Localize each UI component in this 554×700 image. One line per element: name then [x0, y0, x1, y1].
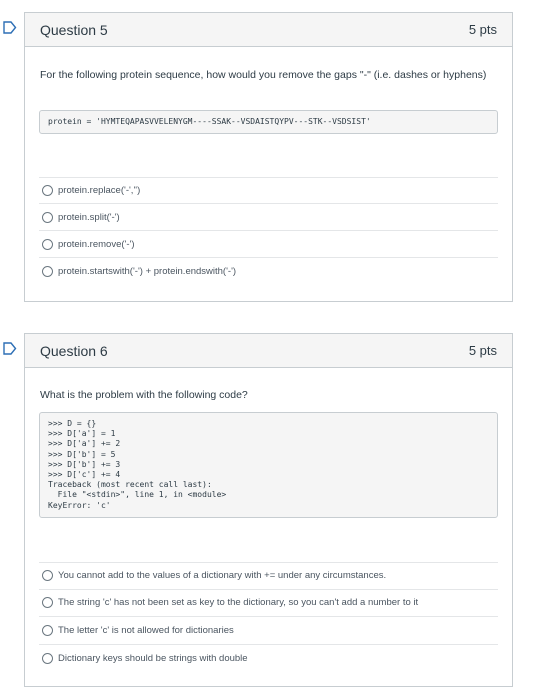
- answer-list: [39, 562, 498, 672]
- answer-label: protein.startswith('-') + protein.endswith('-'): [58, 266, 237, 277]
- answer-label: protein.split('-'): [58, 211, 120, 223]
- question-title: Question 5: [40, 22, 108, 38]
- answer-label: The letter 'c' is not allowed for dictionaries: [58, 624, 234, 636]
- radio-button[interactable]: [42, 625, 53, 636]
- question-title: Question 6: [40, 343, 108, 359]
- answer-option[interactable]: [39, 231, 498, 258]
- answer-option[interactable]: [39, 617, 498, 645]
- answer-option[interactable]: [39, 590, 498, 618]
- question-card-6: [24, 333, 513, 687]
- answer-label: protein.replace('-',''): [58, 185, 141, 196]
- question-card-5: [24, 12, 513, 302]
- answer-list: [39, 177, 498, 285]
- radio-button[interactable]: [42, 239, 53, 250]
- question-points: 5 pts: [468, 22, 497, 37]
- flag-question-icon[interactable]: [3, 342, 17, 355]
- radio-button[interactable]: [42, 570, 53, 581]
- radio-button[interactable]: [42, 597, 53, 608]
- flag-question-icon[interactable]: [3, 21, 17, 34]
- radio-button[interactable]: [42, 185, 53, 196]
- question-text: For the following protein sequence, how would you remove the gaps "-" (i.e. dashes or hyphens): [40, 69, 487, 81]
- answer-label: Dictionary keys should be strings with double: [58, 652, 248, 664]
- radio-button[interactable]: [42, 653, 53, 664]
- answer-option[interactable]: [39, 258, 498, 285]
- radio-button[interactable]: [42, 212, 53, 223]
- code-block: protein = 'HYMTEQAPASVVELENYGM----SSAK--VSDAISTQYPV---STK--VSDSIST': [39, 110, 498, 134]
- question-text: What is the problem with the following code?: [40, 389, 248, 401]
- answer-option[interactable]: [39, 204, 498, 231]
- answer-option[interactable]: [39, 562, 498, 590]
- radio-button[interactable]: [42, 266, 53, 277]
- question-header: [25, 13, 512, 47]
- answer-option[interactable]: [39, 645, 498, 673]
- question-points: 5 pts: [468, 343, 497, 358]
- answer-label: protein.remove('-'): [58, 238, 135, 250]
- answer-option[interactable]: [39, 177, 498, 204]
- answer-label: You cannot add to the values of a dictionary with += under any circumstances.: [58, 570, 387, 582]
- question-header: [25, 334, 512, 368]
- code-block: >>> D = {} >>> D['a'] = 1 >>> D['a'] += 2 >>> D['b'] = 5 >>> D['b'] += 3 >>> D['c'] += 4 Traceback (most recent call last): File "<stdin>", line 1, in <module> KeyError: 'c': [39, 412, 498, 518]
- answer-label: The string 'c' has not been set as key to the dictionary, so you can't add a number to it: [58, 597, 419, 609]
